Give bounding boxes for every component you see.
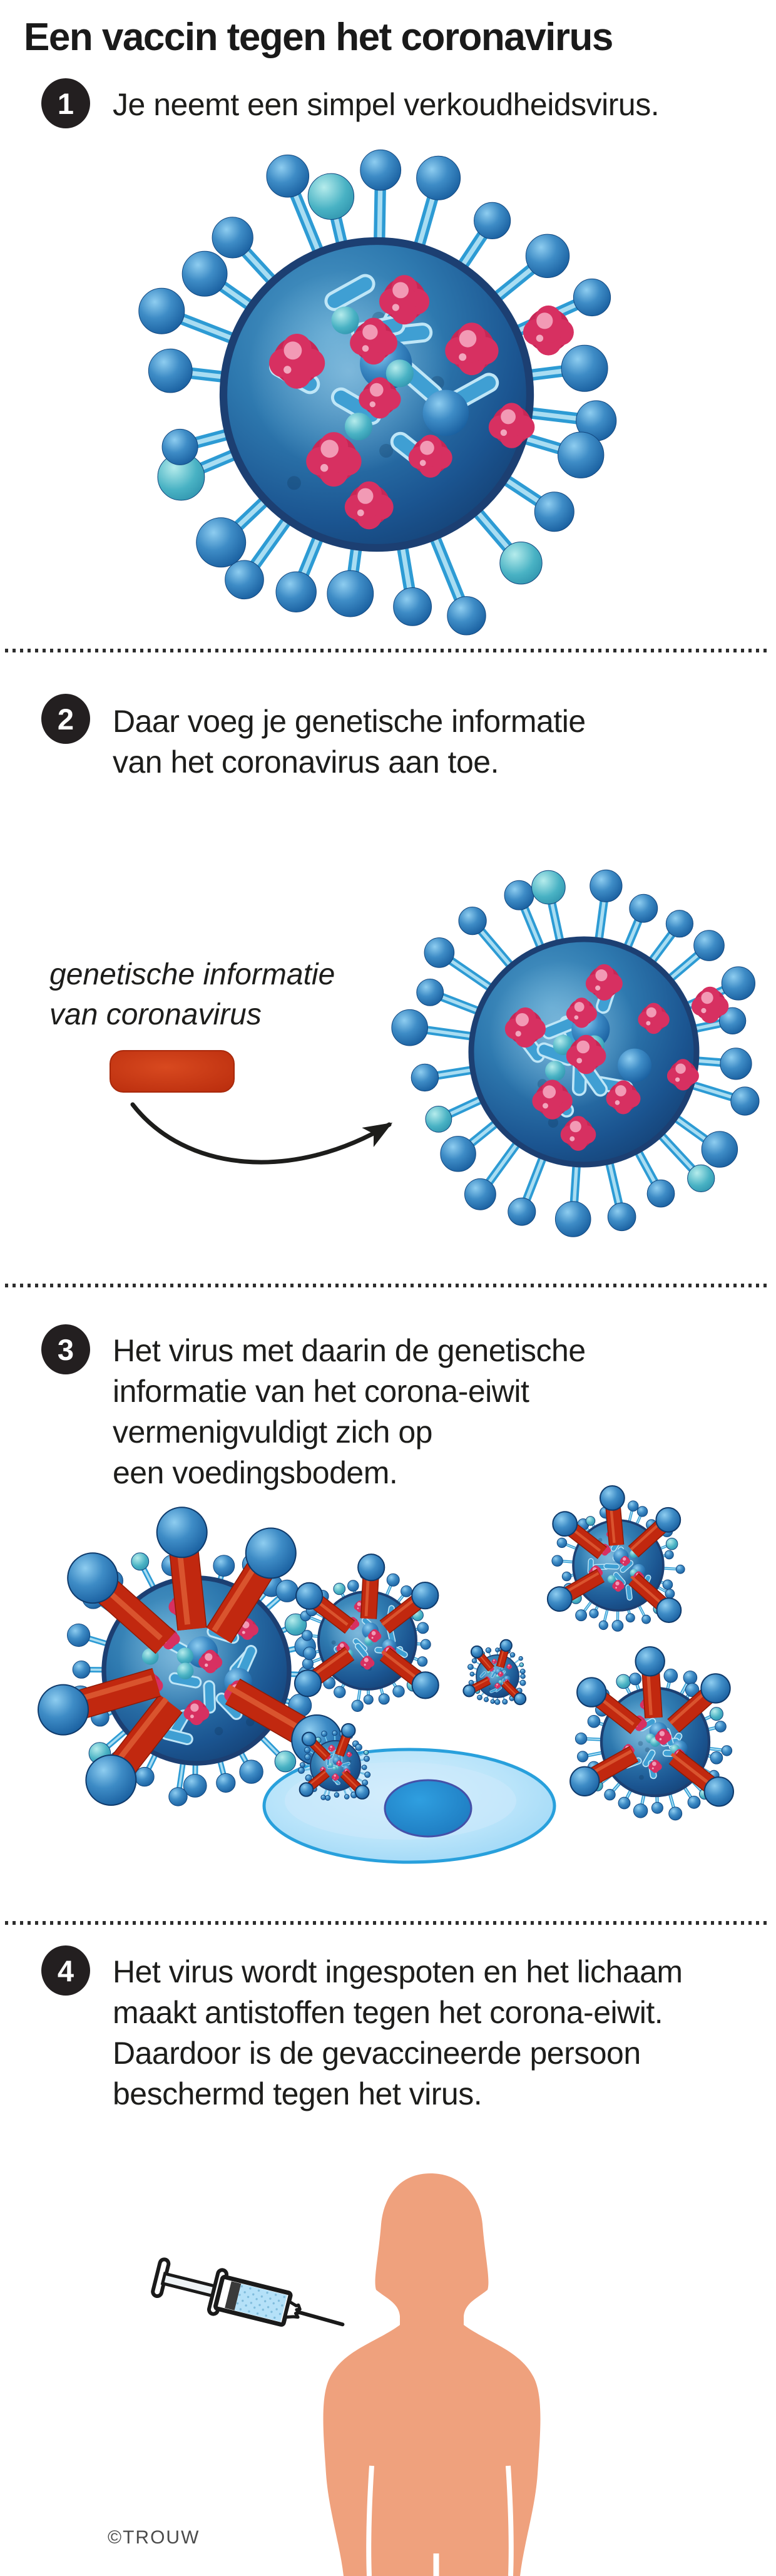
virus-illustration-step2 (392, 870, 759, 1237)
step-4-line: Het virus wordt ingespoten en het lichaam (113, 1954, 683, 1989)
step-4-line: Daardoor is de gevaccineerde persoon (113, 2036, 641, 2071)
arm-gap-left (369, 2466, 372, 2576)
step-2-badge: 2 (41, 694, 90, 744)
virus-illustration-step3 (38, 1507, 342, 1806)
step-4-line: maakt antistoffen tegen het corona-eiwit. (113, 1995, 663, 2030)
cell-nucleus (385, 1780, 471, 1837)
virus-illustration-step3 (463, 1640, 526, 1705)
host-cell-illustration (264, 1749, 554, 1862)
virus-illustration-step3 (548, 1486, 685, 1631)
step-1-line: Je neemt een simpel verkoudheidsvirus. (113, 87, 660, 122)
person-silhouette (324, 2173, 541, 2576)
arrow-curve (133, 1105, 389, 1162)
step-3-line: vermenigvuldigt zich op (113, 1414, 432, 1450)
step-2-line: Daar voeg je genetische informatie (113, 704, 586, 739)
step-3-line: een voedingsbodem. (113, 1455, 398, 1490)
genetic-info-label-line: van coronavirus (49, 998, 262, 1031)
step-4-badge: 4 (41, 1945, 90, 1996)
virus-illustration-step1 (139, 150, 616, 635)
step-2-line: van het coronavirus aan toe. (113, 744, 499, 780)
virus-illustration-step3 (570, 1647, 733, 1820)
syringe-plunger-rod (163, 2274, 217, 2296)
step-3-line: informatie van het corona-eiwit (113, 1374, 529, 1409)
step-3-line: Het virus met daarin de genetische (113, 1333, 586, 1368)
syringe-illustration (151, 2255, 348, 2345)
arm-gap-right (508, 2466, 511, 2576)
step-1-badge: 1 (41, 78, 90, 128)
step-3-badge: 3 (41, 1324, 90, 1374)
copyright-credit: ©TROUW (108, 2527, 200, 2548)
genetic-info-pill (110, 1051, 234, 1092)
page-title: Een vaccin tegen het coronavirus (24, 16, 613, 59)
genetic-info-label-line: genetische informatie (49, 958, 335, 991)
syringe-needle (299, 2312, 343, 2324)
virus-illustration-step3 (295, 1554, 439, 1711)
step-4-line: beschermd tegen het virus. (113, 2076, 482, 2111)
person-body (324, 2173, 541, 2576)
